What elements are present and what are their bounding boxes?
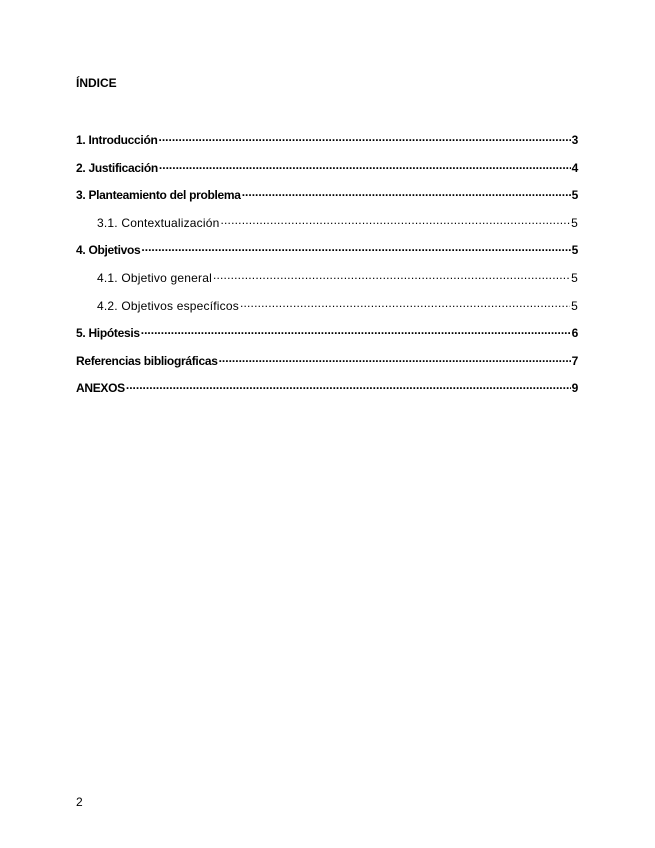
toc-dot-leader [220,213,570,227]
toc-entry-page: 7 [571,353,578,368]
toc-entry-label: Referencias bibliográficas [76,353,218,368]
toc-entry-anexos[interactable] [76,378,578,406]
toc-entry-label: 3.1. Contextualización [97,215,220,230]
toc-entry-page: 9 [571,381,578,396]
toc-entry-label: 5. Hipótesis [76,326,140,341]
toc-dot-leader [126,378,571,392]
toc-entry-introduccion[interactable] [76,130,578,158]
toc-dot-leader [242,185,571,199]
page-number: 2 [76,795,83,809]
toc-entry-planteamiento[interactable] [76,185,578,213]
toc-dot-leader [141,323,571,337]
toc-entry-label: 4.1. Objetivo general [97,270,212,285]
toc-entry-page: 3 [571,133,578,147]
toc-dot-leader [219,351,571,365]
toc-dot-leader [240,296,570,310]
table-of-contents [76,130,578,406]
toc-heading: ÍNDICE [76,76,117,90]
toc-entry-page: 5 [571,243,578,258]
toc-entry-objetivos[interactable] [76,240,578,268]
toc-entry-page: 5 [571,270,578,285]
toc-entry-page: 5 [571,215,578,230]
toc-dot-leader [159,158,571,172]
toc-entry-label: 1. Introducción [76,133,158,147]
toc-entry-page: 6 [571,326,578,341]
toc-entry-label: 4. Objetivos [76,243,141,258]
toc-entry-label: 3. Planteamiento del problema [76,188,241,203]
toc-entry-label: 4.2. Objetivos específicos [97,298,239,313]
toc-entry-page: 4 [571,160,578,175]
toc-dot-leader [141,240,570,254]
toc-entry-label: 2. Justificación [76,160,158,175]
toc-entry-referencias[interactable] [76,351,578,379]
toc-entry-label: ANEXOS [76,381,125,396]
toc-entry-objetivo-general[interactable] [76,268,578,296]
toc-entry-page: 5 [571,188,578,203]
toc-dot-leader [159,130,571,144]
toc-entry-contextualizacion[interactable] [76,213,578,241]
toc-entry-hipotesis[interactable] [76,323,578,351]
toc-entry-page: 5 [571,298,578,313]
toc-entry-justificacion[interactable] [76,158,578,186]
toc-entry-objetivos-especificos[interactable] [76,296,578,324]
toc-dot-leader [213,268,570,282]
